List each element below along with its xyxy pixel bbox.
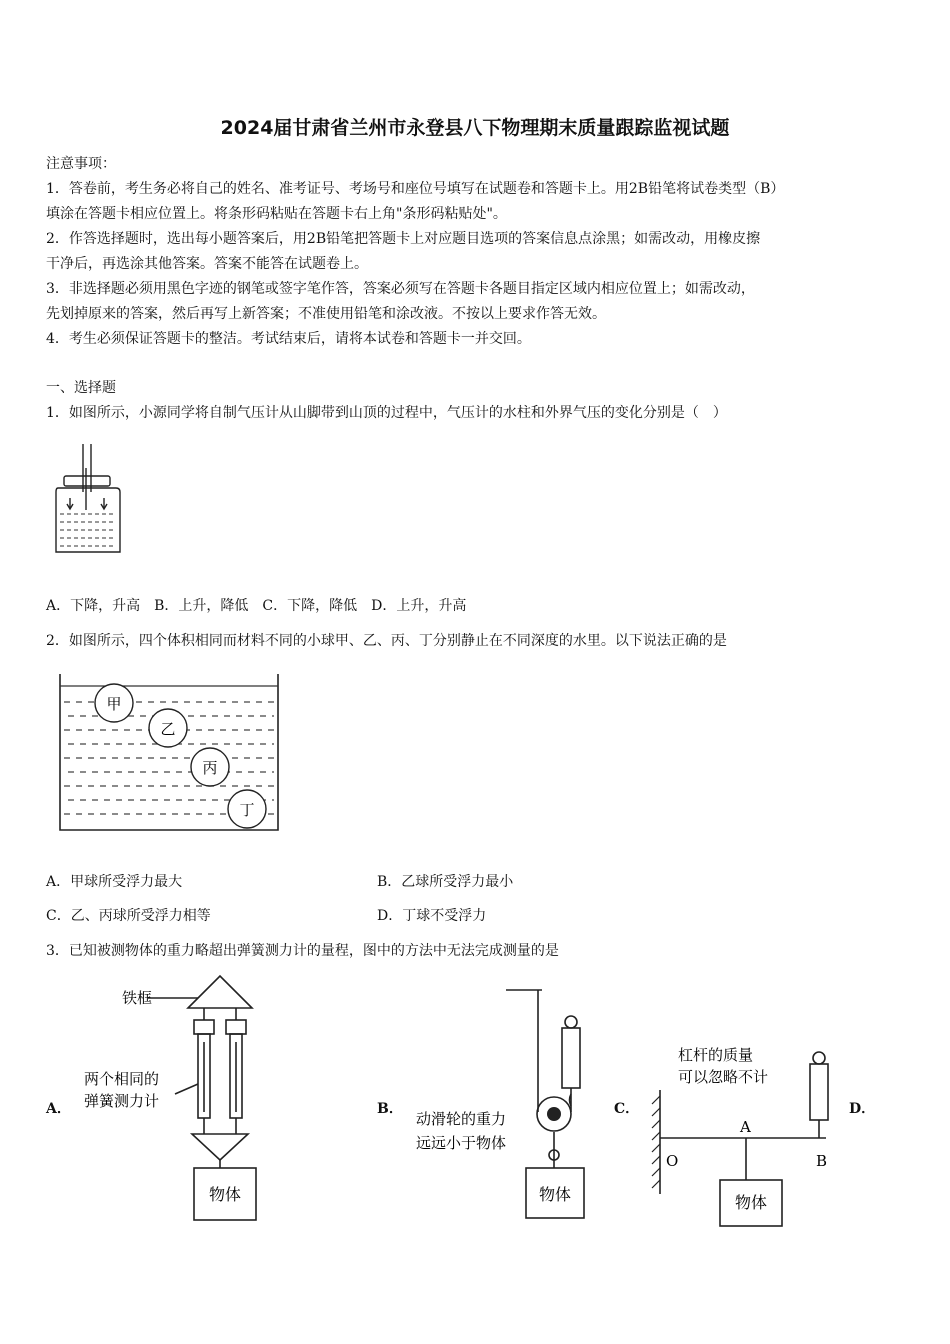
object-label: 物体 bbox=[734, 1193, 768, 1212]
figure-b bbox=[410, 982, 600, 1228]
note-line: 远远小于物体 bbox=[416, 1134, 507, 1152]
point-a-label: A bbox=[740, 1118, 751, 1136]
question-1-stem: 1．如图所示，小源同学将自制气压计从山脚带到山顶的过程中，气压计的水柱和外界气压的变化分别是（ ） bbox=[46, 405, 727, 421]
ball-label: 乙 bbox=[160, 720, 176, 738]
note-line: 两个相同的 bbox=[84, 1070, 160, 1088]
notice-line: 1．答卷前，考生务必将自己的姓名、准考证号、考场号和座位号填写在试题卷和答题卡上。用2B铅笔将试卷类型（B） bbox=[46, 181, 785, 197]
section-heading: 一、选择题 bbox=[46, 380, 116, 396]
notice-line: 先划掉原来的答案，然后再写上新答案；不准使用铅笔和涂改液。不按以上要求作答无效。 bbox=[46, 306, 606, 322]
notice-heading: 注意事项： bbox=[46, 156, 116, 172]
object-label: 物体 bbox=[538, 1185, 572, 1204]
ball-label: 甲 bbox=[106, 695, 122, 713]
ball-label: 丁 bbox=[239, 801, 255, 819]
question-2-option: B．乙球所受浮力最小 bbox=[377, 874, 514, 890]
question-2-option: D．丁球不受浮力 bbox=[377, 908, 487, 924]
note-line: 杠杆的质量 bbox=[678, 1046, 754, 1064]
point-o-label: O bbox=[666, 1152, 679, 1170]
question-3-stem: 3．已知被测物体的重力略超出弹簧测力计的量程，图中的方法中无法完成测量的是 bbox=[46, 943, 559, 959]
ball-label: 丙 bbox=[202, 759, 218, 777]
option-c-label: C． bbox=[614, 1101, 640, 1117]
question-2-option: C．乙、丙球所受浮力相等 bbox=[46, 908, 211, 924]
note-line: 动滑轮的重力 bbox=[416, 1110, 507, 1128]
notice-line: 干净后，再选涂其他答案。答案不能答在试题卷上。 bbox=[46, 256, 368, 272]
option-a-label: A． bbox=[46, 1101, 71, 1117]
page-title: 2024届甘肃省兰州市永登县八下物理期末质量跟踪监视试题 bbox=[220, 117, 730, 139]
notice-line: 2．作答选择题时，选出每小题答案后，用2B铅笔把答题卡上对应题目选项的答案信息点涂黑；如需改动，用橡皮擦 bbox=[46, 231, 761, 247]
barometer-figure bbox=[50, 440, 130, 560]
water-tank-figure bbox=[56, 672, 282, 834]
question-2-stem: 2．如图所示，四个体积相同而材料不同的小球甲、乙、丙、丁分别静止在不同深度的水里。以下说法正确的是 bbox=[46, 633, 727, 649]
question-2-option: A．甲球所受浮力最大 bbox=[46, 874, 183, 890]
figure-a bbox=[80, 972, 280, 1228]
note-line: 可以忽略不计 bbox=[678, 1068, 769, 1086]
question-1-options: A．下降，升高 B．上升，降低 C．下降，降低 D．上升，升高 bbox=[46, 598, 467, 614]
option-b-label: B． bbox=[377, 1101, 403, 1117]
notice-line: 填涂在答题卡相应位置上。将条形码粘贴在答题卡右上角"条形码粘贴处"。 bbox=[46, 206, 507, 222]
note-line: 弹簧测力计 bbox=[84, 1092, 160, 1110]
figure-c bbox=[648, 1040, 848, 1230]
object-label: 物体 bbox=[208, 1185, 242, 1204]
point-b-label: B bbox=[816, 1152, 828, 1170]
option-d-label: D． bbox=[849, 1101, 876, 1117]
frame-label: 铁框 bbox=[122, 989, 153, 1007]
notice-line: 3．非选择题必须用黑色字迹的钢笔或签字笔作答，答案必须写在答题卡各题目指定区域内相应位置上；如需改动， bbox=[46, 281, 755, 297]
notice-line: 4．考生必须保证答题卡的整洁。考试结束后，请将本试卷和答题卡一并交回。 bbox=[46, 331, 531, 347]
